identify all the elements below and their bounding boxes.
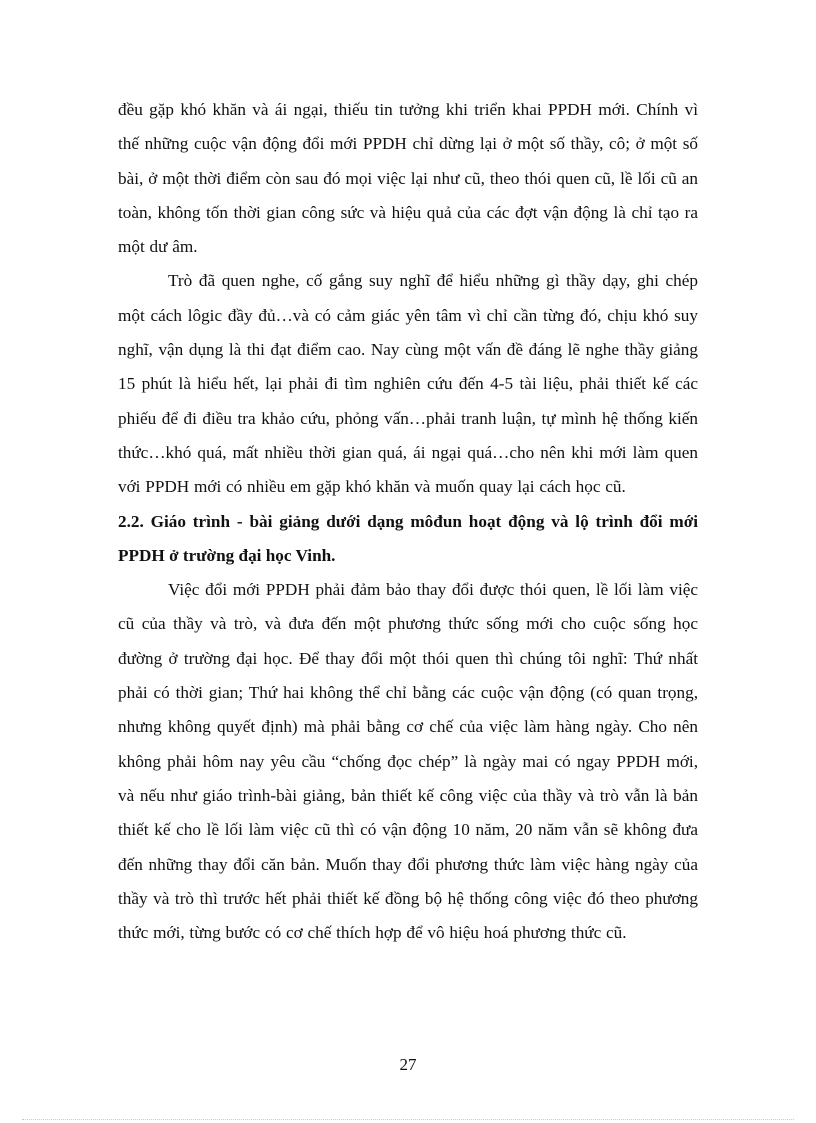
- page-bottom-dotted-rule: [22, 1119, 794, 1120]
- paragraph-continuation: đều gặp khó khăn và ái ngại, thiếu tin tưởng khi triển khai PPDH mới. Chính vì thế những cuộc vận động đổi mới PPDH chỉ dừng lại ở một số thầy, cô; ở một số bài, ở một thời điểm còn sau đó mọi việc lại như cũ, theo thói quen cũ, lề lối cũ an toàn, không tốn thời gian công sức và hiệu quả của các đợt vận động là chỉ tạo ra một dư âm.: [118, 100, 698, 257]
- page-body: [118, 93, 698, 950]
- paragraph-method-change: Việc đổi mới PPDH phải đảm bảo thay đổi được thói quen, lề lối làm việc cũ của thầy và trò, và đưa đến một phương thức sống mới cho cuộc sống học đường ở trường đại học. Để thay đổi một thói quen thì chúng tôi nghĩ: Thứ nhất phải có thời gian; Thứ hai không thể chỉ bằng các cuộc vận động (có quan trọng, nhưng không quyết định) mà phải bằng cơ chế của việc làm hàng ngày. Cho nên không phải hôm nay yêu cầu “chống đọc chép” là ngày mai có ngay PPDH mới, và nếu như giáo trình-bài giảng, bản thiết kế công việc của thầy và trò vẫn là bản thiết kế cho lề lối làm việc cũ thì có vận động 10 năm, 20 năm vẫn sẽ không đưa đến những thay đổi căn bản. Muốn thay đổi phương thức làm việc hàng ngày của thầy và trò thì trước hết phải thiết kế đồng bộ hệ thống công việc đó theo phương thức mới, từng bước có cơ chế thích hợp để vô hiệu hoá phương thức cũ.: [118, 580, 698, 943]
- section-heading-2-2: 2.2. Giáo trình - bài giảng dưới dạng môđun hoạt động và lộ trình đổi mới PPDH ở trường đại học Vinh.: [118, 511, 698, 565]
- page-number: 27: [399, 1055, 417, 1074]
- paragraph-students: Trò đã quen nghe, cố gắng suy nghĩ để hiểu những gì thầy dạy, ghi chép một cách lôgic đầy đủ…và có cảm giác yên tâm vì chỉ cần từng đó, chịu khó suy nghĩ, vận dụng là thi đạt điểm cao. Nay cùng một vấn đề đáng lẽ nghe thầy giảng 15 phút là hiểu hết, lại phải đi tìm nghiên cứu đến 4-5 tài liệu, phải thiết kế các phiếu để đi điều tra khảo cứu, phỏng vấn…phải tranh luận, tự mình hệ thống kiến thức…khó quá, mất nhiều thời gian quá, ái ngại quá…cho nên khi mới làm quen với PPDH mới có nhiều em gặp khó khăn và muốn quay lại cách học cũ.: [118, 271, 698, 497]
